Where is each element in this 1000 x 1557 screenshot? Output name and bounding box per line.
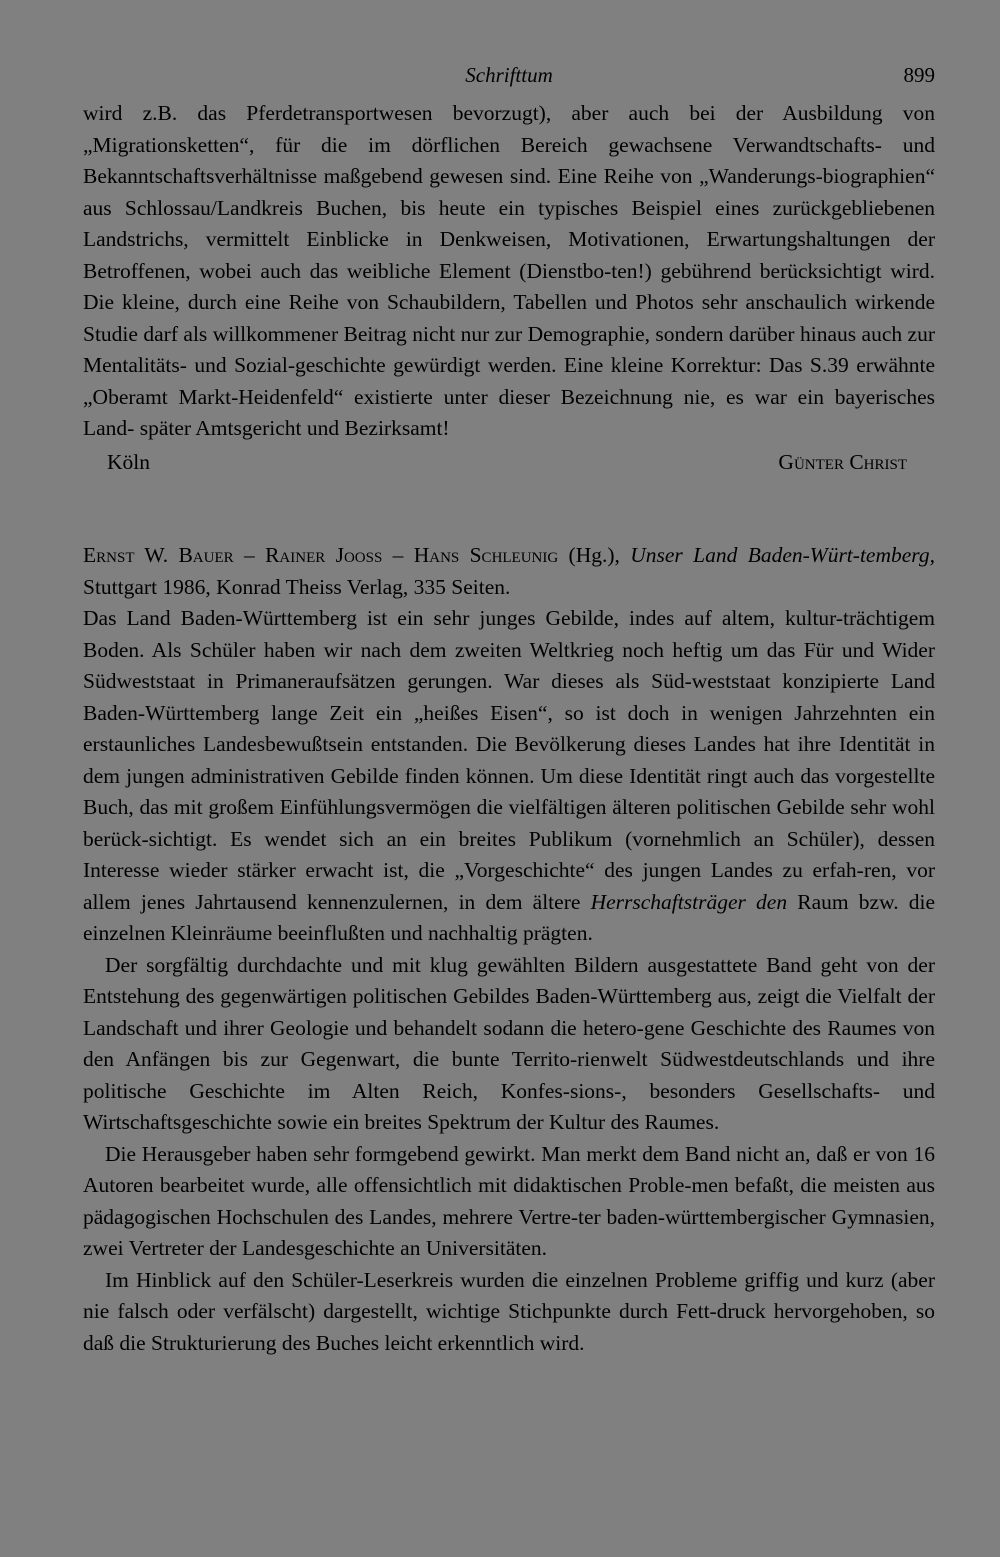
review2-book-title: Unser Land Baden-Würt-temberg,	[630, 543, 935, 567]
review2-reference	[83, 540, 935, 603]
page-number: 899	[903, 63, 935, 87]
review2-paragraph-1-text: Das Land Baden-Württemberg ist ein sehr junges Gebilde, indes auf altem, kultur-trächtigem Boden. Als Schüler haben wir nach dem zweiten Weltkrieg noch heftig um das Für und Wider Südweststaat in Primaneraufsätzen gerungen. War dieses als Süd-weststaat konzipierte Land Baden-Württemberg lange Zeit ein „heißes Eisen“, so ist doch in wenigen Jahrzehnten ein erstaunliches Landesbewußtsein entstanden. Die Bevölkerung dieses Landes hat ihre Identität in dem jungen administrativen Gebilde finden können. Um diese Identität ringt auch das vorgestellte Buch, das mit großem Einfühlungsvermögen die vielfältigen älteren politischen Gebilde sehr wohl berück-sichtigt. Es wendet sich an ein breites Publikum (vornehmlich an Schüler), dessen Interesse wieder stärker erwacht ist, die „Vorgeschichte“ des jungen Landes zu erfah-ren, vor allem jenes Jahrtausend kennenzulernen, in dem ältere	[83, 606, 935, 914]
review2-editor-tag: (Hg.),	[558, 543, 631, 567]
review2-paragraph-1-end: Raum bzw. die einzelnen Kleinräume beeinflußten und nachhaltig prägten.	[83, 889, 936, 945]
review2-paragraph-1-italic: Herrschaftsträger den	[590, 889, 788, 914]
review1-place: Köln	[107, 449, 150, 474]
review2-paragraph-2: Der sorgfältig durchdachte und mit klug gewählten Bildern ausgestattete Band geht von der Entstehung des gegenwärtigen politischen Gebildes Baden-Württemberg aus, zeigt die Vielfalt der Landschaft und ihrer Geologie und behandelt sodann die hetero-gene Geschichte des Raumes von den Anfängen bis zur Gegenwart, die bunte Territo-rienwelt Südwestdeutschlands und ihre politische Geschichte im Alten Reich, Konfes-sions-, besonders Gesellschafts- und Wirtschaftsgeschichte sowie ein breites Spektrum der Kultur des Raumes.	[83, 952, 935, 1134]
review1-reviewer: Günter Christ	[778, 449, 907, 474]
section-gap	[83, 478, 935, 540]
review2-paragraph-1	[83, 603, 935, 950]
review2-authors: Ernst W. Bauer – Rainer Jooss – Hans Schleunig	[83, 543, 559, 567]
review1-signature	[83, 447, 935, 479]
document-page	[83, 58, 935, 1359]
review2-paragraph-4: Im Hinblick auf den Schüler-Leserkreis wurden die einzelnen Probleme griffig und kurz (aber nie falsch oder verfälscht) dargestellt, wichtige Stichpunkte durch Fett-druck hervorgehoben, so daß die Strukturierung des Buches leicht erkenntlich wird.	[83, 1267, 935, 1355]
review1-paragraph: wird z.B. das Pferdetransportwesen bevorzugt), aber auch bei der Ausbildung von „Migrationsketten“, für die im dörflichen Bereich gewachsene Verwandtschafts- und Bekanntschaftsverhältnisse maßgebend gewesen sind. Eine Reihe von „Wanderungs-biographien“ aus Schlossau/Landkreis Buchen, bis heute ein typisches Beispiel eines zurückgebliebenen Landstrichs, vermittelt Einblicke in Denkweisen, Motivationen, Erwartungshaltungen der Betroffenen, wobei auch das weibliche Element (Dienstbo-ten!) gebührend berücksichtigt wird. Die kleine, durch eine Reihe von Schaubildern, Tabellen und Photos sehr anschaulich wirkende Studie darf als willkommener Beitrag nicht nur zur Demographie, sondern darüber hinaus auch zur Mentalitäts- und Sozial-geschichte gewürdigt werden. Eine kleine Korrektur: Das S.39 erwähnte „Oberamt Markt-Heidenfeld“ existierte unter dieser Bezeichnung nie, es war ein bayerisches Land- später Amtsgericht und Bezirksamt!	[83, 101, 935, 440]
review2-publication: Stuttgart 1986, Konrad Theiss Verlag, 335 Seiten.	[83, 574, 511, 599]
review2-paragraph-3: Die Herausgeber haben sehr formgebend gewirkt. Man merkt dem Band nicht an, daß er von 16 Autoren bearbeitet wurde, alle offensichtlich mit didaktischen Proble-men befaßt, die meisten aus pädagogischen Hochschulen des Landes, mehrere Vertre-ter baden-württembergischer Gymnasien, zwei Vertreter der Landesgeschichte an Universitäten.	[83, 1141, 935, 1260]
running-title: Schrifttum	[465, 63, 553, 87]
page-header	[83, 58, 935, 98]
